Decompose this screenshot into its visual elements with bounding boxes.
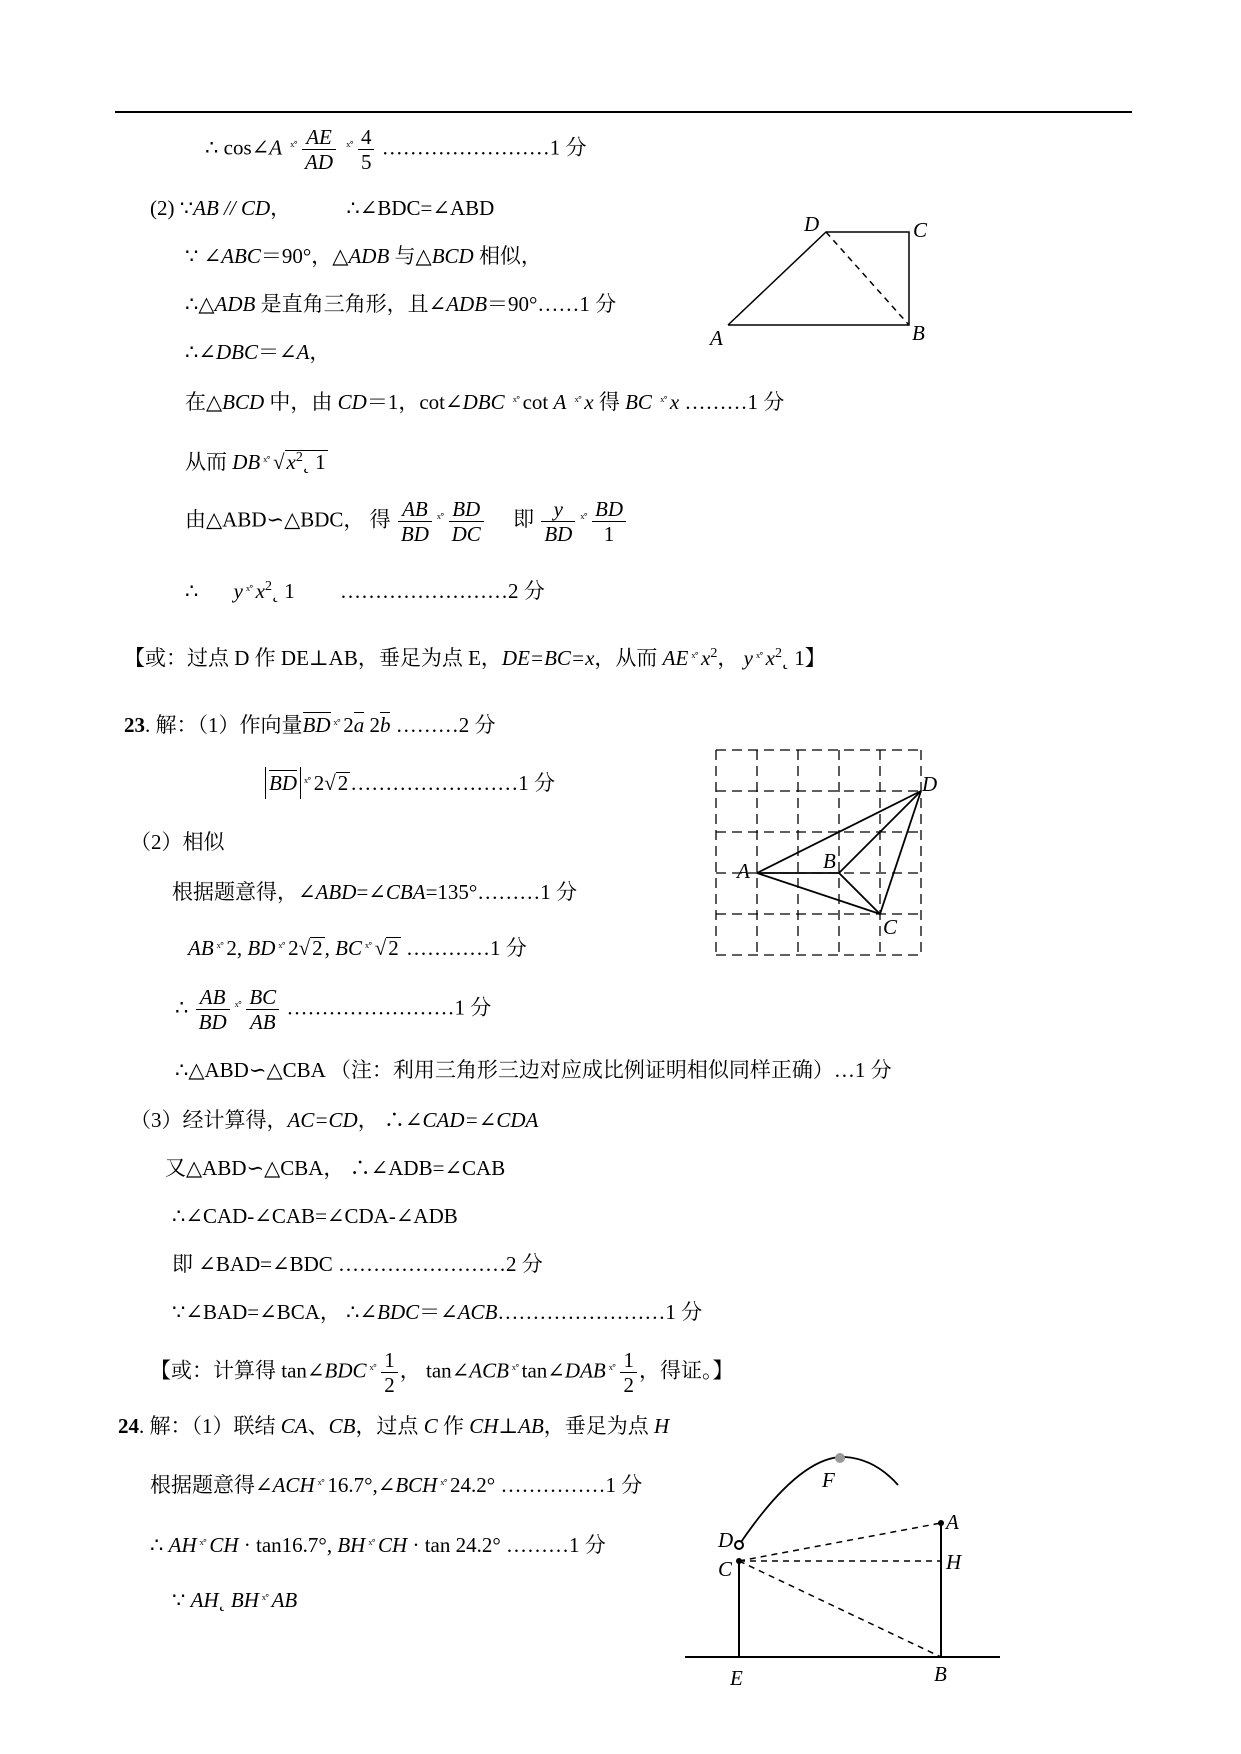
cos-line: ∴ cos∠A ˣ˚ $\frac{AE}{AD}$ ˣ˚ $\frac{4}{5}$ ……………………1 分: [205, 125, 587, 175]
label-c: C: [883, 915, 898, 939]
point-f: [835, 1453, 845, 1463]
grid-figure: [700, 735, 950, 965]
q24-line4: ∵ AH˛ BH ˣ˚ AB: [172, 1588, 298, 1612]
label-a: A: [737, 859, 750, 883]
point-a: [938, 1520, 944, 1526]
q24-line3: ∴ AH ˣ˚ CH · tan16.7°, BH ˣ˚ CH · tan 24.2° ………1 分: [150, 1533, 606, 1557]
building-figure: [680, 1445, 1010, 1695]
label-h: H: [946, 1550, 962, 1574]
header-rule: [115, 111, 1132, 113]
p2-line1: (2) ∵AB // CD， ∴∠BDC=∠ABD: [150, 196, 495, 220]
p2-line3: ∴△ADB 是直角三角形，且∠ADB＝90°……1 分: [185, 292, 617, 316]
q23-line11: 即 ∠BAD=∠BDC ……………………2 分: [172, 1252, 543, 1276]
p2-line2: ∵ ∠ABC＝90°，△ADB 与△BCD 相似，: [185, 244, 542, 268]
p2-line4: ∴∠DBC＝∠A，: [185, 340, 331, 364]
label-e: E: [730, 1666, 743, 1690]
label-b: B: [912, 321, 925, 345]
diagonal-db: [826, 232, 909, 325]
q23-line2: BD ˣ˚ 2√2……………………1 分: [265, 772, 555, 794]
q23-alternative: 【或：计算得 tan∠BDC ˣ˚ $\frac{1}{2}$ ， tan∠ACB ˣ˚ tan∠DAB ˣ˚ $\frac{1}{2}$ ，得证。】: [150, 1348, 734, 1398]
q23-line9: 又△ABD∽△CBA， ∴∠ADB=∠CAB: [165, 1156, 506, 1180]
q24-line2: 根据题意得∠ACH ˣ˚ 16.7°,∠BCH ˣ˚ 24.2° ……………1 分: [150, 1473, 643, 1497]
trajectory-curve: [739, 1457, 898, 1545]
q23-line7: ∴△ABD∽△CBA （注：利用三角形三边对应成比例证明相似同样正确）…1 分: [175, 1058, 892, 1082]
p2-line8: ∴ y ˣ˚ $x^2˛$ 1 ……………………2 分: [185, 579, 545, 603]
label-d: D: [804, 212, 820, 236]
label-c: C: [718, 1557, 733, 1581]
q23-line10: ∴∠CAD-∠CAB=∠CDA-∠ADB: [172, 1204, 458, 1228]
label-a: A: [710, 326, 723, 350]
p2-line5: 在△BCD 中，由 CD＝1，cot∠DBC ˣ˚ cot A ˣ˚ x 得 BC ˣ˚ x ………1 分: [185, 390, 785, 414]
p2-line6: 从而 DB ˣ˚ $√x^2˛$ 1: [185, 450, 326, 474]
q23-line4: 根据题意得，∠ABD=∠CBA=135°………1 分: [172, 880, 578, 904]
q24-line1: 24. 解：（1）联结 CA、CB，过点 C 作 CH⊥AB，垂足为点 H: [118, 1414, 670, 1438]
q23-line12: ∵∠BAD=∠BCA， ∴∠BDC＝∠ACB……………………1 分: [172, 1300, 703, 1324]
q23-line8: （3）经计算得，AC=CD， ∴∠CAD=∠CDA: [130, 1108, 539, 1132]
trapezoid-figure: [700, 210, 950, 360]
p2-line7: 由△ABD∽△BDC， 得 $\frac{AB}{BD}$ ˣ˚ $\frac{BD}{DC}$ 即 $\frac{y}{BD}$ ˣ˚ $\frac{BD}{1}$: [185, 497, 628, 546]
p2-alternative: 【或：过点 D 作 DE⊥AB，垂足为点 E，DE=BC=x，从而 AE ˣ˚ $x^2$， y ˣ˚ $x^2˛$ 1】: [124, 646, 826, 670]
q23-line1: 23. 解：（1）作向量BD ˣ˚ 2a 2b ………2 分: [124, 713, 496, 737]
q23-line5: AB ˣ˚ 2, BD ˣ˚ 2√2, BC ˣ˚ √2 …………1 分: [188, 936, 527, 960]
label-b: B: [823, 849, 836, 873]
sight-lines: [739, 1523, 941, 1657]
label-d: D: [718, 1528, 734, 1552]
label-b: B: [934, 1662, 947, 1686]
label-f: F: [822, 1468, 835, 1492]
point-d: [735, 1541, 743, 1549]
trapezoid-outline: [728, 232, 909, 325]
label-d: D: [922, 772, 938, 796]
q23-line3: （2）相似: [130, 830, 225, 854]
q23-line6: ∴ $\frac{AB}{BD}$ ˣ˚ $\frac{BC}{AB}$ ……………………1 分: [175, 985, 492, 1035]
label-a: A: [946, 1510, 959, 1534]
label-c: C: [913, 218, 928, 242]
